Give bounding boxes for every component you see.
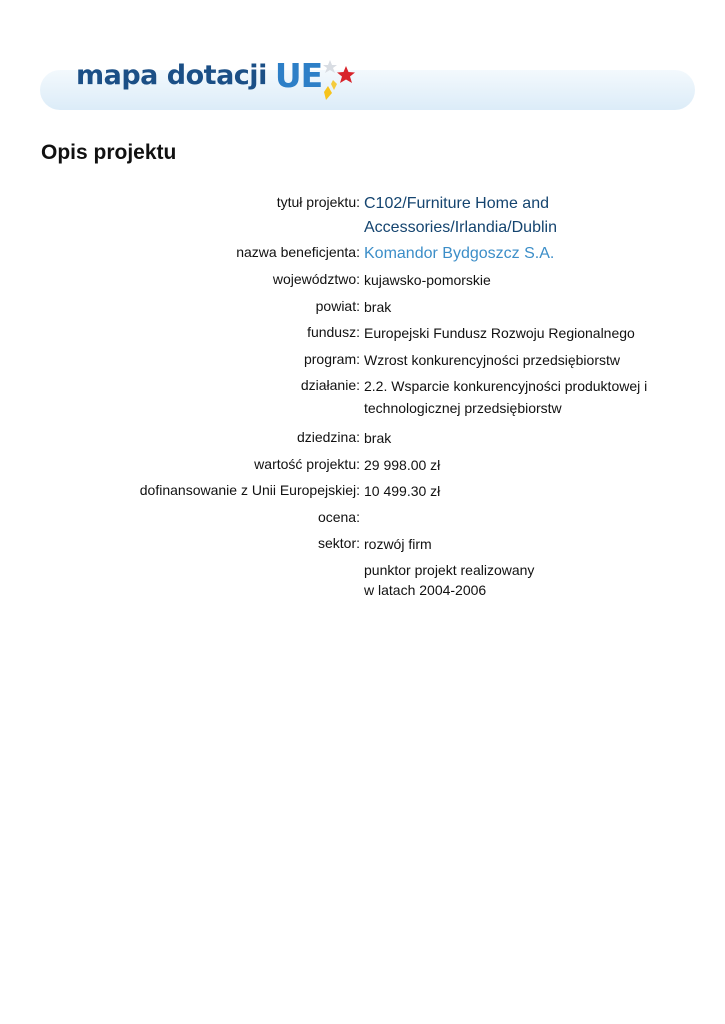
label-powiat: powiat: bbox=[315, 297, 360, 314]
value-dofinansowanie: 10 499.30 zł bbox=[364, 483, 441, 499]
label-sektor: sektor: bbox=[317, 535, 360, 551]
row-dofinansowanie bbox=[0, 480, 725, 507]
row-wartosc bbox=[0, 454, 725, 481]
label-dzialanie: działanie: bbox=[300, 377, 360, 393]
value-wartosc: 29 998.00 zł bbox=[364, 456, 441, 473]
label-beneficjent: nazwa beneficjenta: bbox=[236, 244, 360, 260]
row-sektor bbox=[0, 533, 725, 560]
value-fundusz: Europejski Fundusz Rozwoju Regionalnego bbox=[364, 325, 635, 341]
page-title: Opis projektu bbox=[41, 141, 177, 164]
logo-ue: UE bbox=[274, 56, 323, 95]
value-wojewodztwo: kujawsko-pomorskie bbox=[364, 272, 491, 288]
row-dziedzina bbox=[0, 427, 725, 454]
label-dofinansowanie: dofinansowanie z Unii Europejskiej: bbox=[139, 482, 360, 498]
row-beneficjent bbox=[0, 242, 725, 269]
value-tytul: C102/Furniture Home and Accessories/Irlandia/Dublin bbox=[364, 195, 557, 236]
beneficiary-link[interactable]: Komandor Bydgoszcz S.A. bbox=[364, 245, 555, 262]
label-dziedzina: dziedzina: bbox=[296, 429, 360, 445]
label-ocena: ocena: bbox=[317, 508, 360, 525]
label-wojewodztwo: województwo: bbox=[272, 271, 360, 287]
row-ocena bbox=[0, 507, 725, 534]
label-fundusz: fundusz: bbox=[307, 324, 360, 340]
row-dzialanie bbox=[0, 375, 725, 427]
value-powiat: brak bbox=[364, 298, 392, 315]
value-program: Wzrost konkurencyjności przedsiębiorstw bbox=[364, 351, 620, 368]
row-wojewodztwo bbox=[0, 269, 725, 296]
value-dzialanie: 2.2. Wsparcie konkurencyjności produktowej i technologicznej przedsiębiorstw bbox=[364, 378, 648, 416]
row-fundusz bbox=[0, 322, 725, 349]
label-tytul: tytuł projektu: bbox=[276, 194, 360, 210]
row-powiat bbox=[0, 296, 725, 323]
note-line-1: punktor projekt realizowany bbox=[364, 561, 535, 578]
value-dziedzina: brak bbox=[364, 430, 392, 446]
row-note bbox=[0, 560, 725, 600]
project-details bbox=[0, 192, 725, 600]
label-wartosc: wartość projektu: bbox=[254, 455, 360, 472]
label-program: program: bbox=[303, 350, 360, 367]
site-logo[interactable] bbox=[76, 56, 360, 106]
row-tytul bbox=[0, 192, 725, 242]
note-line-2: w latach 2004-2006 bbox=[364, 581, 487, 598]
value-sektor: rozwój firm bbox=[364, 536, 432, 552]
logo-text: mapa dotacji bbox=[76, 60, 267, 91]
project-period-note bbox=[360, 560, 684, 600]
row-program bbox=[0, 349, 725, 376]
logo-stars-icon bbox=[320, 56, 360, 106]
